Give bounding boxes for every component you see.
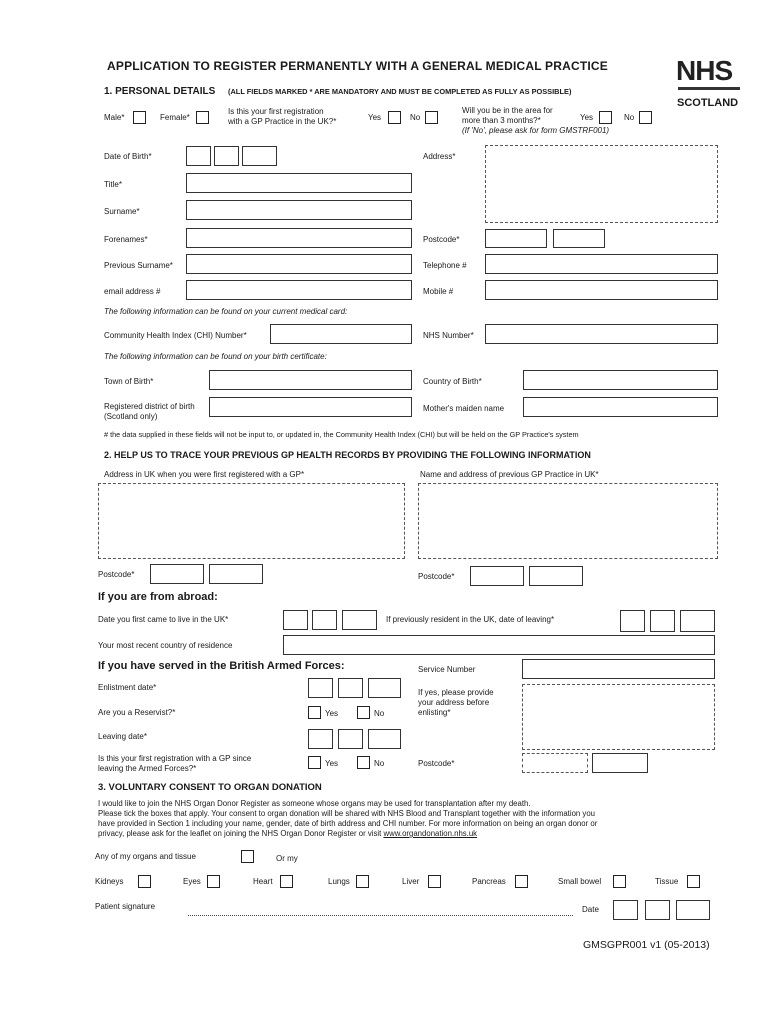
leaving-uk-month[interactable] (650, 610, 675, 632)
organ-donation-link[interactable]: www.organdonation.nhs.uk (383, 829, 478, 838)
dob-month-field[interactable] (214, 146, 239, 166)
any-organs-checkbox[interactable] (241, 850, 254, 863)
enlistment-month[interactable] (338, 678, 363, 698)
area-q3: (If 'No', please ask for form GMSTRF001) (462, 126, 610, 135)
postcode-gp-field-2[interactable] (529, 566, 583, 586)
mobile-label: Mobile # (423, 287, 454, 296)
lungs-checkbox[interactable] (356, 875, 369, 888)
section3-heading: 3. VOLUNTARY CONSENT TO ORGAN DONATION (98, 782, 322, 793)
area-q2: more than 3 months?* (462, 116, 541, 125)
sig-date-label: Date (582, 905, 599, 914)
area-yes-label: Yes (580, 113, 594, 122)
any-organs-label: Any of my organs and tissue (95, 852, 196, 861)
dob-year-field[interactable] (242, 146, 277, 166)
first-since-2: leaving the Armed Forces?* (98, 764, 197, 773)
lungs-label: Lungs (328, 877, 350, 886)
or-my-label: Or my (276, 854, 298, 863)
reg-district-label2: (Scotland only) (104, 412, 158, 421)
area-q1: Will you be in the area for (462, 106, 553, 115)
addr-uk-field[interactable] (98, 483, 405, 559)
small-bowel-label: Small bowel (558, 877, 602, 886)
address-field[interactable] (485, 145, 718, 223)
postcode-label: Postcode* (423, 235, 460, 244)
forenames-field[interactable] (186, 228, 412, 248)
tissue-label: Tissue (655, 877, 679, 886)
sig-date-month[interactable] (645, 900, 670, 920)
postcode-field-1[interactable] (485, 229, 547, 248)
service-number-field[interactable] (522, 659, 715, 679)
eyes-checkbox[interactable] (207, 875, 220, 888)
eyes-label: Eyes (183, 877, 201, 886)
leaving-uk-year[interactable] (680, 610, 715, 632)
chi-label: Community Health Index (CHI) Number* (104, 331, 247, 340)
area-no-checkbox[interactable] (639, 111, 652, 124)
first-reg-yes-checkbox[interactable] (388, 111, 401, 124)
liver-label: Liver (402, 877, 420, 886)
forces-heading: If you have served in the British Armed Forces: (98, 660, 345, 672)
first-reg-no-checkbox[interactable] (425, 111, 438, 124)
sig-date-year[interactable] (676, 900, 710, 920)
first-reg-no-label: No (410, 113, 421, 122)
postcode-field-2[interactable] (553, 229, 605, 248)
reservist-yes-checkbox[interactable] (308, 706, 321, 719)
tissue-checkbox[interactable] (687, 875, 700, 888)
leaving-year[interactable] (368, 729, 401, 749)
section1-heading: 1. PERSONAL DETAILS (104, 86, 216, 97)
nhs-number-field[interactable] (485, 324, 718, 344)
enlistment-year[interactable] (368, 678, 401, 698)
telephone-field[interactable] (485, 254, 718, 274)
kidneys-label: Kidneys (95, 877, 124, 886)
chi-field[interactable] (270, 324, 412, 344)
first-since-no-checkbox[interactable] (357, 756, 370, 769)
reg-district-field[interactable] (209, 397, 412, 417)
heart-checkbox[interactable] (280, 875, 293, 888)
first-since-no-label: No (374, 759, 385, 768)
form-title: APPLICATION TO REGISTER PERMANENTLY WITH A GENERAL MEDICAL PRACTICE (107, 59, 608, 73)
leaving-day[interactable] (308, 729, 333, 749)
title-field[interactable] (186, 173, 412, 193)
postcode-gp-field-1[interactable] (470, 566, 524, 586)
reservist-yes-label: Yes (325, 709, 339, 718)
postcode-uk-label: Postcode* (98, 570, 135, 579)
email-field[interactable] (186, 280, 412, 300)
signature-line[interactable] (188, 915, 573, 916)
surname-field[interactable] (186, 200, 412, 220)
first-since-1: Is this your first registration with a GP since (98, 754, 252, 763)
first-since-yes-label: Yes (325, 759, 339, 768)
consent-para1: I would like to join the NHS Organ Donor Register as someone whose organs may be used for transplantation after my death. (98, 799, 531, 808)
nhs-logo: NHS (676, 55, 733, 86)
area-no-label: No (624, 113, 635, 122)
prev-surname-label: Previous Surname* (104, 261, 173, 270)
leaving-uk-day[interactable] (620, 610, 645, 632)
email-label: email address # (104, 287, 161, 296)
leaving-label: Leaving date* (98, 732, 147, 741)
prev-gp-label: Name and address of previous GP Practice in UK* (420, 470, 599, 479)
abroad-heading: If you are from abroad: (98, 591, 218, 603)
consent-para4: privacy, please ask for the leaflet on joining the NHS Organ Donor Register or visit (98, 829, 382, 838)
reg-district-label: Registered district of birth (104, 402, 195, 411)
if-yes-1: If yes, please provide (418, 688, 494, 697)
prev-gp-field[interactable] (418, 483, 718, 559)
liver-checkbox[interactable] (428, 875, 441, 888)
addr-uk-label: Address in UK when you were first registered with a GP* (104, 470, 305, 479)
pre-enlist-address-field[interactable] (522, 684, 715, 750)
first-live-month[interactable] (312, 610, 337, 630)
reservist-label: Are you a Reservist?* (98, 708, 176, 717)
first-reg-q2: with a GP Practice in the UK?* (228, 117, 337, 126)
postcode-gp-label: Postcode* (418, 572, 455, 581)
postcode-uk-field-1[interactable] (150, 564, 204, 584)
telephone-label: Telephone # (423, 261, 467, 270)
enlistment-day[interactable] (308, 678, 333, 698)
if-yes-2: your address before (418, 698, 490, 707)
hash-note: # the data supplied in these fields will not be input to, or updated in, the Community Health Index (CHI) but will be held on the GP Practice's system (104, 430, 579, 439)
first-reg-yes-label: Yes (368, 113, 382, 122)
first-since-yes-checkbox[interactable] (308, 756, 321, 769)
dob-day-field[interactable] (186, 146, 211, 166)
first-live-label: Date you first came to live in the UK* (98, 615, 229, 624)
town-birth-label: Town of Birth* (104, 377, 154, 386)
postcode-forces-label: Postcode* (418, 759, 455, 768)
nhs-number-label: NHS Number* (423, 331, 474, 340)
form-code: GMSGPR001 v1 (05-2013) (583, 939, 710, 951)
section2-heading: 2. HELP US TO TRACE YOUR PREVIOUS GP HEALTH RECORDS BY PROVIDING THE FOLLOWING INFORMATION (104, 450, 591, 460)
prev-resident-label: If previously resident in the UK, date of leaving* (386, 615, 555, 624)
first-live-day[interactable] (283, 610, 308, 630)
recent-country-field[interactable] (283, 635, 715, 655)
nhs-logo-scotland: SCOTLAND (677, 97, 739, 109)
maiden-label: Mother's maiden name (423, 404, 505, 413)
dob-label: Date of Birth* (104, 152, 152, 161)
first-live-year[interactable] (342, 610, 377, 630)
town-birth-field[interactable] (209, 370, 412, 390)
reservist-no-checkbox[interactable] (357, 706, 370, 719)
address-label: Address* (423, 152, 456, 161)
logo-swoosh (678, 87, 740, 90)
consent-para2: Please tick the boxes that apply. Your consent to organ donation will be shared with NHS Blood and Transplant together with the information you (98, 809, 595, 818)
forenames-label: Forenames* (104, 235, 148, 244)
area-yes-checkbox[interactable] (599, 111, 612, 124)
signature-label: Patient signature (95, 902, 156, 911)
small-bowel-checkbox[interactable] (613, 875, 626, 888)
female-label: Female* (160, 113, 190, 122)
sig-date-day[interactable] (613, 900, 638, 920)
enlistment-label: Enlistment date* (98, 683, 157, 692)
country-birth-field[interactable] (523, 370, 718, 390)
birth-cert-note: The following information can be found on your birth certificate: (104, 352, 327, 361)
kidneys-checkbox[interactable] (138, 875, 151, 888)
female-checkbox[interactable] (196, 111, 209, 124)
surname-label: Surname* (104, 207, 140, 216)
heart-label: Heart (253, 877, 273, 886)
section1-heading-note: (ALL FIELDS MARKED * ARE MANDATORY AND MUST BE COMPLETED AS FULLY AS POSSIBLE) (228, 87, 572, 96)
male-checkbox[interactable] (133, 111, 146, 124)
maiden-field[interactable] (523, 397, 718, 417)
prev-surname-field[interactable] (186, 254, 412, 274)
pancreas-checkbox[interactable] (515, 875, 528, 888)
consent-para3: have provided in Section 1 including your name, gender, date of birth address and CHI number. For more information on being an organ donor or (98, 819, 598, 828)
postcode-forces-field-1[interactable] (522, 753, 588, 773)
reservist-no-label: No (374, 709, 385, 718)
postcode-forces-field-2[interactable] (592, 753, 648, 773)
medical-card-note: The following information can be found on your current medical card: (104, 307, 348, 316)
country-birth-label: Country of Birth* (423, 377, 482, 386)
first-reg-q: Is this your first registration (228, 107, 324, 116)
male-label: Male* (104, 113, 125, 122)
mobile-field[interactable] (485, 280, 718, 300)
postcode-uk-field-2[interactable] (209, 564, 263, 584)
title-label: Title* (104, 180, 122, 189)
if-yes-3: enlisting* (418, 708, 451, 717)
leaving-month[interactable] (338, 729, 363, 749)
service-number-label: Service Number (418, 665, 476, 674)
recent-country-label: Your most recent country of residence (98, 641, 233, 650)
consent-para4-wrap (98, 829, 477, 838)
pancreas-label: Pancreas (472, 877, 506, 886)
